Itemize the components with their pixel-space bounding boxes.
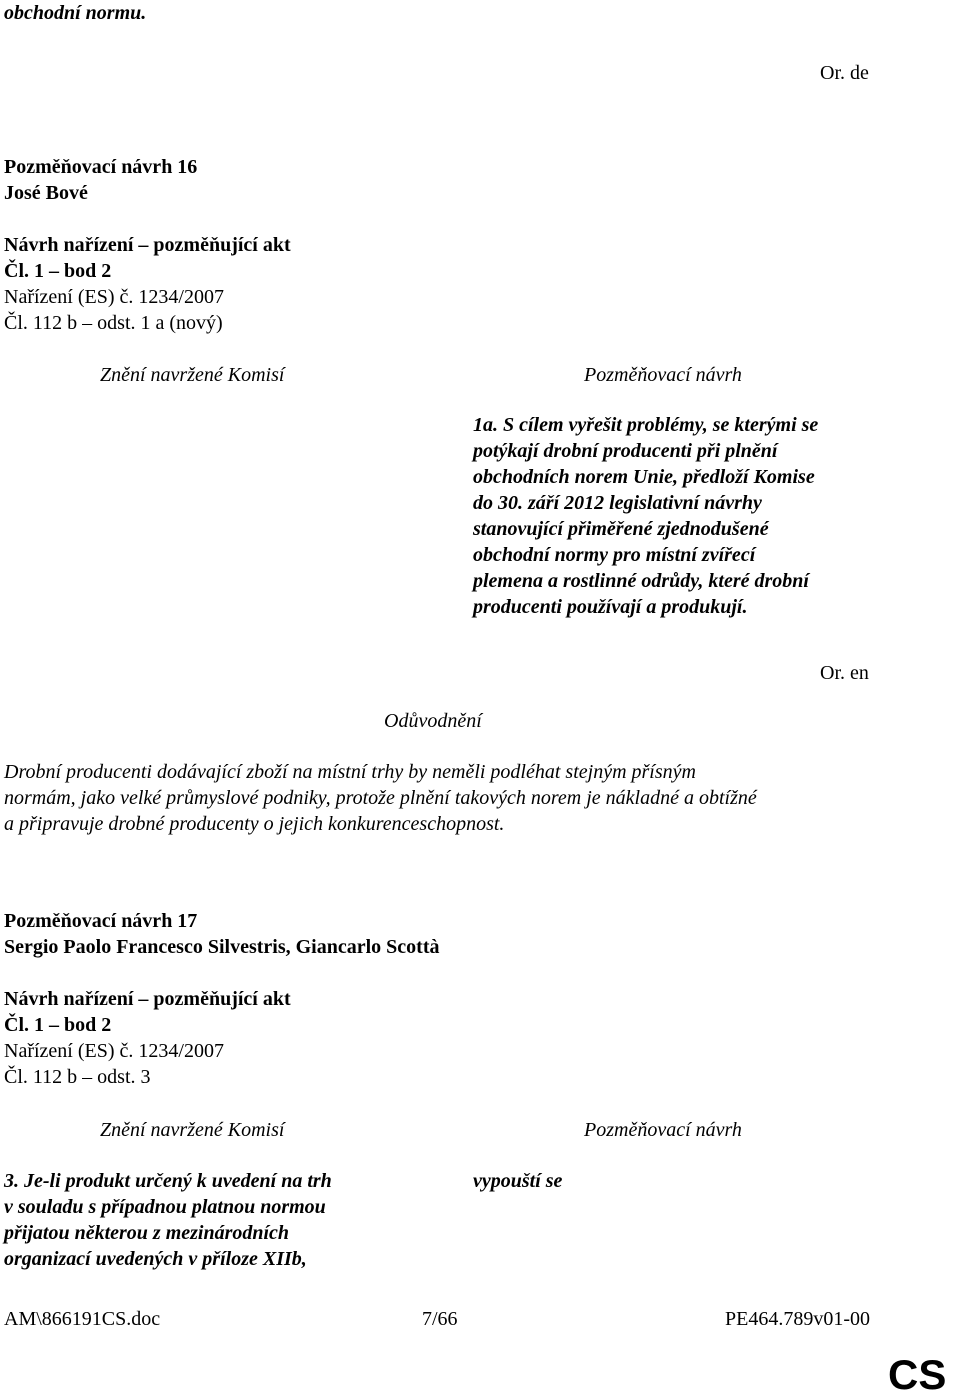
proposal-title: Návrh nařízení – pozměňující akt <box>4 234 291 256</box>
commission-line: organizací uvedených v příloze XIIb, <box>4 1248 307 1270</box>
amendment-line: stanovující přiměřené zjednodušené <box>473 518 769 540</box>
justification-line: a připravuje drobné producenty o jejich konkurenceschopnost. <box>4 813 505 835</box>
justification-text <box>4 759 884 837</box>
footer-page-number: 7/66 <box>422 1308 458 1330</box>
paragraph-reference: Čl. 112 b – odst. 3 <box>4 1066 151 1088</box>
continued-text-fragment: obchodní normu. <box>4 2 147 24</box>
commission-line: v souladu s případnou platnou normou <box>4 1196 326 1218</box>
amendment-author: José Bové <box>4 182 88 204</box>
commission-line: přijatou některou z mezinárodních <box>4 1222 290 1244</box>
column-header-amendment: Pozměňovací návrh <box>584 1119 742 1141</box>
justification-line: normám, jako velké průmyslové podniky, protože plnění takových norem je nákladné a obtížné <box>4 787 757 809</box>
amendment-16-text <box>473 412 913 620</box>
article-reference: Čl. 1 – bod 2 <box>4 260 112 282</box>
paragraph-reference: Čl. 112 b – odst. 1 a (nový) <box>4 312 223 334</box>
justification-line: Drobní producenti dodávající zboží na místní trhy by neměli podléhat stejným přísným <box>4 761 696 783</box>
original-language-en: Or. en <box>820 662 869 684</box>
amendment-17-text: vypouští se <box>473 1170 563 1192</box>
amendment-line: obchodní normy pro místní zvířecí <box>473 544 756 566</box>
amendment-author: Sergio Paolo Francesco Silvestris, Giancarlo Scottà <box>4 936 440 958</box>
justification-title: Odůvodnění <box>384 710 482 732</box>
column-header-commission-text: Znění navržené Komisí <box>100 364 285 386</box>
article-reference: Čl. 1 – bod 2 <box>4 1014 112 1036</box>
column-header-amendment: Pozměňovací návrh <box>584 364 742 386</box>
regulation-reference: Nařízení (ES) č. 1234/2007 <box>4 1040 224 1062</box>
amendment-line: do 30. září 2012 legislativní návrhy <box>473 492 762 514</box>
amendment-17-reference <box>4 986 291 1090</box>
amendment-17-header <box>4 908 439 960</box>
language-mark: CS <box>888 1351 947 1398</box>
amendment-line: obchodních norem Unie, předloží Komise <box>473 466 815 488</box>
regulation-reference: Nařízení (ES) č. 1234/2007 <box>4 286 224 308</box>
original-language-de: Or. de <box>820 62 869 84</box>
amendment-number: Pozměňovací návrh 16 <box>4 156 198 178</box>
amendment-line: 1a. S cílem vyřešit problémy, se kterými se <box>473 414 819 436</box>
amendment-16-header <box>4 154 197 206</box>
amendment-16-reference <box>4 232 291 336</box>
amendment-number: Pozměňovací návrh 17 <box>4 910 198 932</box>
amendment-line: producenti používají a produkují. <box>473 596 748 618</box>
footer-pe-reference: PE464.789v01-00 <box>725 1308 870 1330</box>
amendment-line: plemena a rostlinné odrůdy, které drobní <box>473 570 809 592</box>
column-header-commission-text: Znění navržené Komisí <box>100 1119 285 1141</box>
footer-document-reference: AM\866191CS.doc <box>4 1308 161 1330</box>
commission-text <box>4 1168 424 1272</box>
commission-line: 3. Je-li produkt určený k uvedení na trh <box>4 1170 332 1192</box>
proposal-title: Návrh nařízení – pozměňující akt <box>4 988 291 1010</box>
amendment-line: potýkají drobní producenti při plnění <box>473 440 778 462</box>
